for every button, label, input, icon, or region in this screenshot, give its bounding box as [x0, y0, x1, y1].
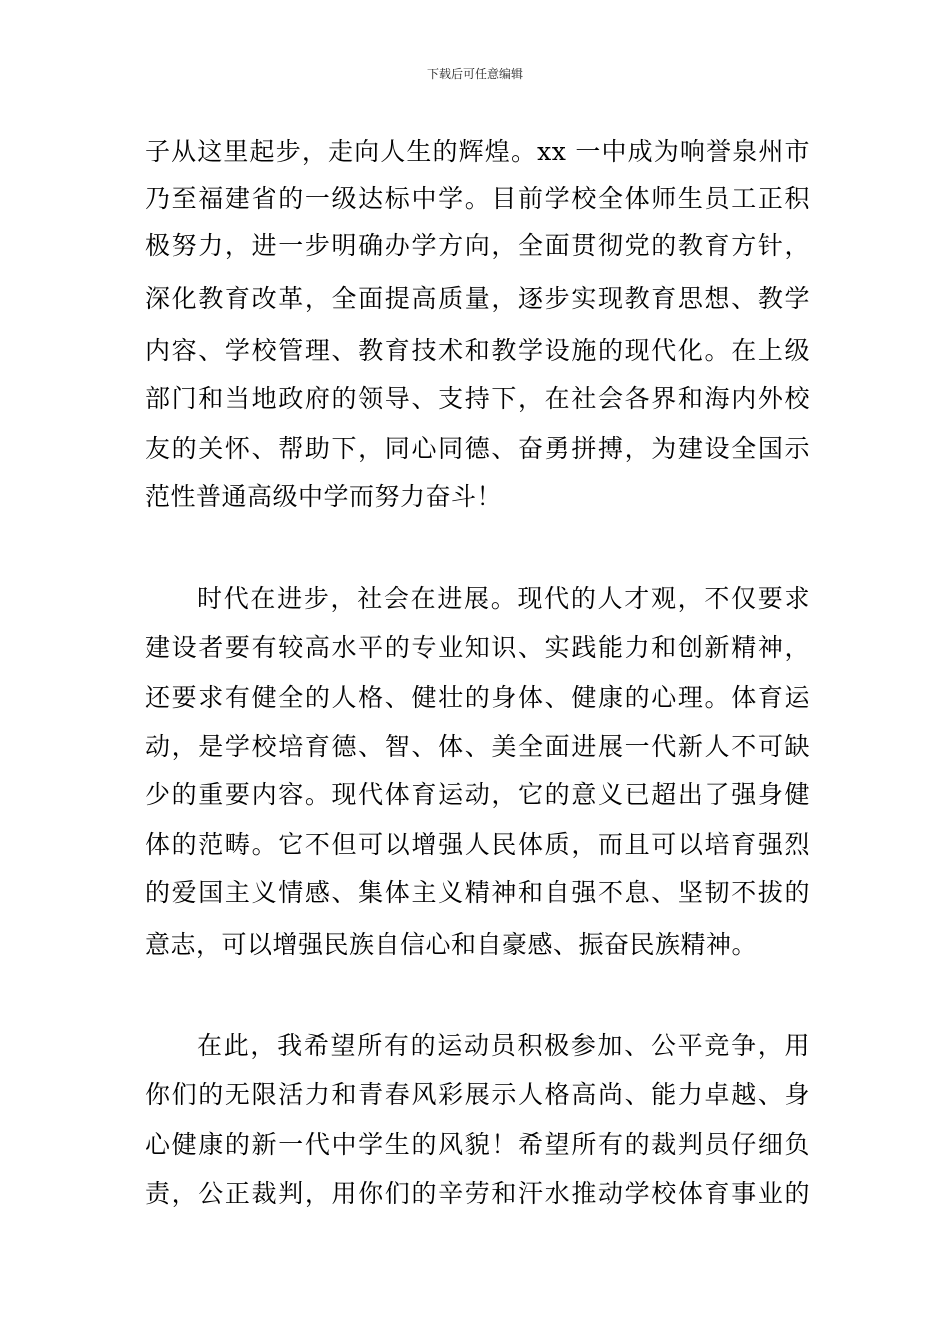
- paragraph-1-line-7: 友的关怀、帮助下，同心同德、奋勇拼搏，为建设全国示: [145, 434, 810, 463]
- paragraph-3-line-2: 你们的无限活力和青春风彩展示人格高尚、能力卓越、身: [145, 1080, 810, 1109]
- paragraph-1-line-3: 极努力，进一步明确办学方向，全面贯彻党的教育方针，: [145, 231, 810, 260]
- paragraph-2-line-6: 体的范畴。它不但可以增强人民体质，而且可以培育强烈: [145, 830, 810, 859]
- paragraph-3-line-3: 心健康的新一代中学生的风貌！希望所有的裁判员仔细负: [145, 1130, 810, 1159]
- paragraph-1-line-4: 深化教育改革，全面提高质量，逐步实现教育思想、教学: [145, 284, 810, 313]
- paragraph-2-line-8: 意志，可以增强民族自信心和自豪感、振奋民族精神。: [145, 930, 758, 959]
- paragraph-1-line-5: 内容、学校管理、教育技术和教学设施的现代化。在上级: [145, 336, 810, 365]
- page-header: 下载后可任意编辑: [426, 67, 523, 81]
- paragraph-1-line-8: 范性普通高级中学而努力奋斗！: [145, 482, 503, 511]
- paragraph-2-line-4: 动，是学校培育德、智、体、美全面进展一代新人不可缺: [145, 732, 810, 761]
- paragraph-1-line-1: 子从这里起步，走向人生的辉煌。xx 一中成为响誉泉州市: [145, 137, 810, 166]
- paragraph-2-line-3: 还要求有健全的人格、健壮的身体、健康的心理。体育运: [145, 683, 810, 712]
- paragraph-2-line-5: 少的重要内容。现代体育运动，它的意义已超出了强身健: [145, 780, 810, 809]
- paragraph-1-line-2: 乃至福建省的一级达标中学。目前学校全体师生员工正积: [145, 184, 810, 213]
- paragraph-2-line-7: 的爱国主义情感、集体主义精神和自强不息、坚韧不拔的: [145, 878, 810, 907]
- paragraph-2-line-1: 时代在进步，社会在进展。现代的人才观，不仅要求: [197, 584, 810, 613]
- paragraph-1-line-6: 部门和当地政府的领导、支持下，在社会各界和海内外校: [145, 384, 810, 413]
- paragraph-2-line-2: 建设者要有较高水平的专业知识、实践能力和创新精神，: [145, 633, 810, 662]
- paragraph-3-line-4: 责，公正裁判，用你们的辛劳和汗水推动学校体育事业的: [145, 1179, 810, 1208]
- paragraph-3-line-1: 在此，我希望所有的运动员积极参加、公平竞争，用: [197, 1031, 810, 1060]
